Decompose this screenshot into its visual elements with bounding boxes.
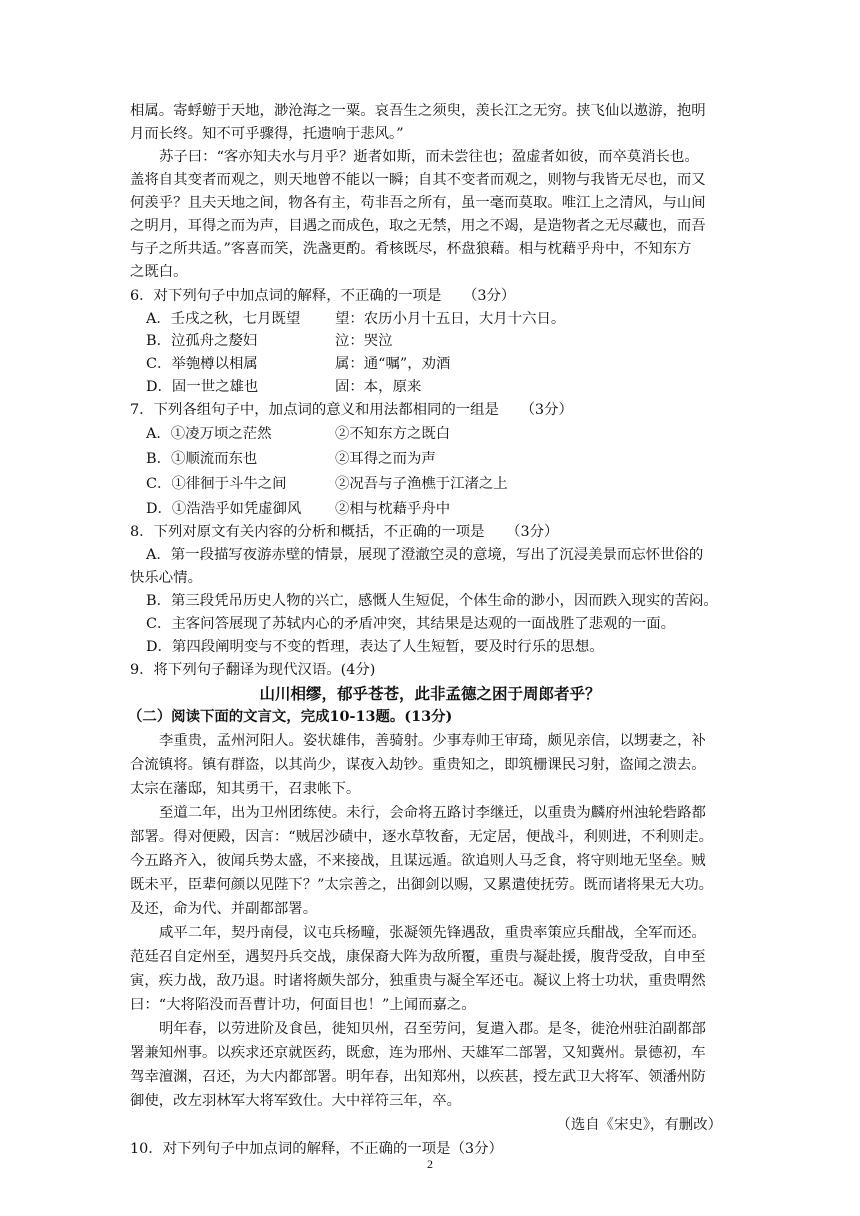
passage-line: 寅，疾力战，敌乃退。时诸将颇失部分，独重贵与凝全军还屯。凝议上将士功状，重贵喟然 [130, 973, 706, 989]
passage-line: 李重贵，孟州河阳人。姿状雄伟，善骑射。少事寿帅王审琦，颇见亲信，以甥妻之，补 [159, 733, 706, 749]
passage-line: 驾幸澶渊，召还，为大内都部署。明年春，出知郑州，以疾甚，授左武卫大将军、领潘州防 [130, 1069, 706, 1085]
passage-line: 明年春，以劳进阶及食邑，徙知贝州，召至劳问，复遣入郡。是冬，徙沧州驻泊副都部 [159, 1021, 706, 1037]
question-8-stem: 8．下列对原文有关内容的分析和概括，不正确的一项是 （3分） [130, 524, 559, 540]
passage-line: 咸平二年，契丹南侵，议屯兵杨疃，张凝领先锋遇敌，重贵率策应兵酣战，全军而还。 [159, 925, 706, 941]
q7-option-a: A．①凌万顷之茫然 [146, 426, 272, 442]
q8-option-a: A．第一段描写夜游赤壁的情景，展现了澄澈空灵的意境，写出了沉浸美景而忘怀世俗的 [146, 547, 704, 563]
passage-line: 苏子曰：“客亦知夫水与月乎？逝者如斯，而未尝往也；盈虚者如彼，而卒莫消长也。 [159, 149, 699, 165]
q6-option-a: A．壬戌之秋，七月既望 [146, 311, 301, 327]
q8-option-c: C．主客问答展现了苏轼内心的矛盾冲突，其结果是达观的一面战胜了悲观的一面。 [146, 616, 676, 632]
q7-option-b-second: ②耳得之而为声 [335, 451, 436, 467]
q6-option-a-explanation: 望：农历小月十五日，大月十六日。 [335, 311, 566, 327]
passage-line: 太宗在藩邸，知其勇干，召隶帐下。 [130, 781, 361, 797]
passage-line: 何羡乎？且夫天地之间，物各有主，苟非吾之所有，虽一毫而莫取。唯江上之清风，与山间 [130, 195, 706, 211]
q8-option-a-cont: 快乐心情。 [130, 570, 202, 586]
passage-line: 之既白。 [130, 264, 188, 280]
passage-line: 盖将自其变者而观之，则天地曾不能以一瞬；自其不变者而观之，则物与我皆无尽也，而又 [130, 172, 706, 188]
q7-option-a-second: ②不知东方之既白 [335, 426, 451, 442]
question-6-stem: 6．对下列句子中加点词的解释，不正确的一项是 （3分） [130, 288, 516, 304]
q8-option-b: B．第三段凭吊历史人物的兴亡，感慨人生短促，个体生命的渺小，因而跌入现实的苦闷。 [146, 593, 718, 609]
passage-line: 范廷召自定州至，遇契丹兵交战，康保裔大阵为敌所覆，重贵与凝赴援，腹背受敌，自申至 [130, 949, 706, 965]
question-7-stem: 7．下列各组句子中，加点词的意义和用法都相同的一组是 （3分） [130, 402, 573, 418]
question-9-stem: 9．将下列句子翻译为现代汉语。(4分) [130, 662, 376, 678]
q6-option-c: C．举匏樽以相属 [146, 356, 258, 372]
section-2-heading: （二）阅读下面的文言文，完成10-13题。(13分) [128, 708, 453, 725]
q7-option-b: B．①顺流而东也 [146, 451, 258, 467]
passage-line: 署兼知州事。以疾求还京就医药，既愈，连为邢州、天雄军二部署，又知冀州。景德初，车 [130, 1045, 706, 1061]
passage-line: 既未平，臣辈何颜以见陛下？”太宗善之，出御剑以赐，又累遣使抚劳。既而诸将果无大功。 [130, 877, 713, 893]
passage-line: 相属。寄蜉蝣于天地，渺沧海之一粟。哀吾生之须臾，羡长江之无穷。挟飞仙以遨游，抱明 [130, 103, 706, 119]
passage-line: 今五路齐入，彼闻兵势太盛，不来接战，且谋远遁。欲追则人马乏食，将守则地无坚垒。贼 [130, 853, 706, 869]
passage-line: 之明月，耳得之而为声，目遇之而成色，取之无禁，用之不竭，是造物者之无尽藏也，而吾 [130, 218, 706, 234]
question-10-stem: 10．对下列句子中加点词的解释，不正确的一项是（3分） [130, 1141, 503, 1157]
q8-option-d: D．第四段阐明变与不变的哲理，表达了人生短暂，要及时行乐的思想。 [146, 639, 604, 655]
passage-line: 曰：“大将陷没而吾曹计功，何面目也！”上闻而嘉之。 [130, 997, 476, 1013]
q6-option-b-explanation: 泣：哭泣 [335, 333, 393, 349]
source-note: （选自《宋史》，有删改） [556, 1117, 722, 1133]
q6-option-b: B．泣孤舟之嫠妇 [146, 333, 258, 349]
page-number: 2 [427, 1157, 433, 1171]
passage-line: 至道二年，出为卫州团练使。未行，会命将五路讨李继迁，以重贵为麟府州浊轮砦路都 [159, 805, 706, 821]
q7-option-d: D．①浩浩乎如凭虚御风 [146, 501, 302, 517]
q6-option-d-explanation: 固：本，原来 [335, 379, 422, 395]
q7-option-c: C．①徘徊于斗牛之间 [146, 476, 287, 492]
passage-line: 与子之所共适。”客喜而笑，洗盏更酌。肴核既尽，杯盘狼藉。相与枕藉乎舟中，不知东方 [130, 241, 692, 257]
q7-option-d-second: ②相与枕藉乎舟中 [335, 501, 451, 517]
passage-line: 御使，改左羽林军大将军致仕。大中祥符三年，卒。 [130, 1093, 461, 1109]
passage-line: 合流镇将。镇有群盗，以其尚少，谋夜入劫钞。重贵知之，即筑栅课民习射，盗闻之溃去。 [130, 757, 706, 773]
q7-option-c-second: ②况吾与子渔樵于江渚之上 [335, 476, 508, 492]
passage-line: 及还，命为代、并副都部署。 [130, 901, 318, 917]
q6-option-c-explanation: 属：通“嘱”，劝酒 [335, 356, 451, 372]
passage-line: 月而长终。知不可乎骤得，托遗响于悲风。” [130, 126, 404, 142]
passage-line: 部署。得对便殿，因言：“贼居沙碛中，逐水草牧畜，无定居，便战斗，利则进，不利则走。 [130, 829, 713, 845]
q9-sentence: 山川相缪，郁乎苍苍，此非孟德之困于周郎者乎？ [259, 684, 601, 703]
q6-option-d: D．固一世之雄也 [146, 379, 259, 395]
